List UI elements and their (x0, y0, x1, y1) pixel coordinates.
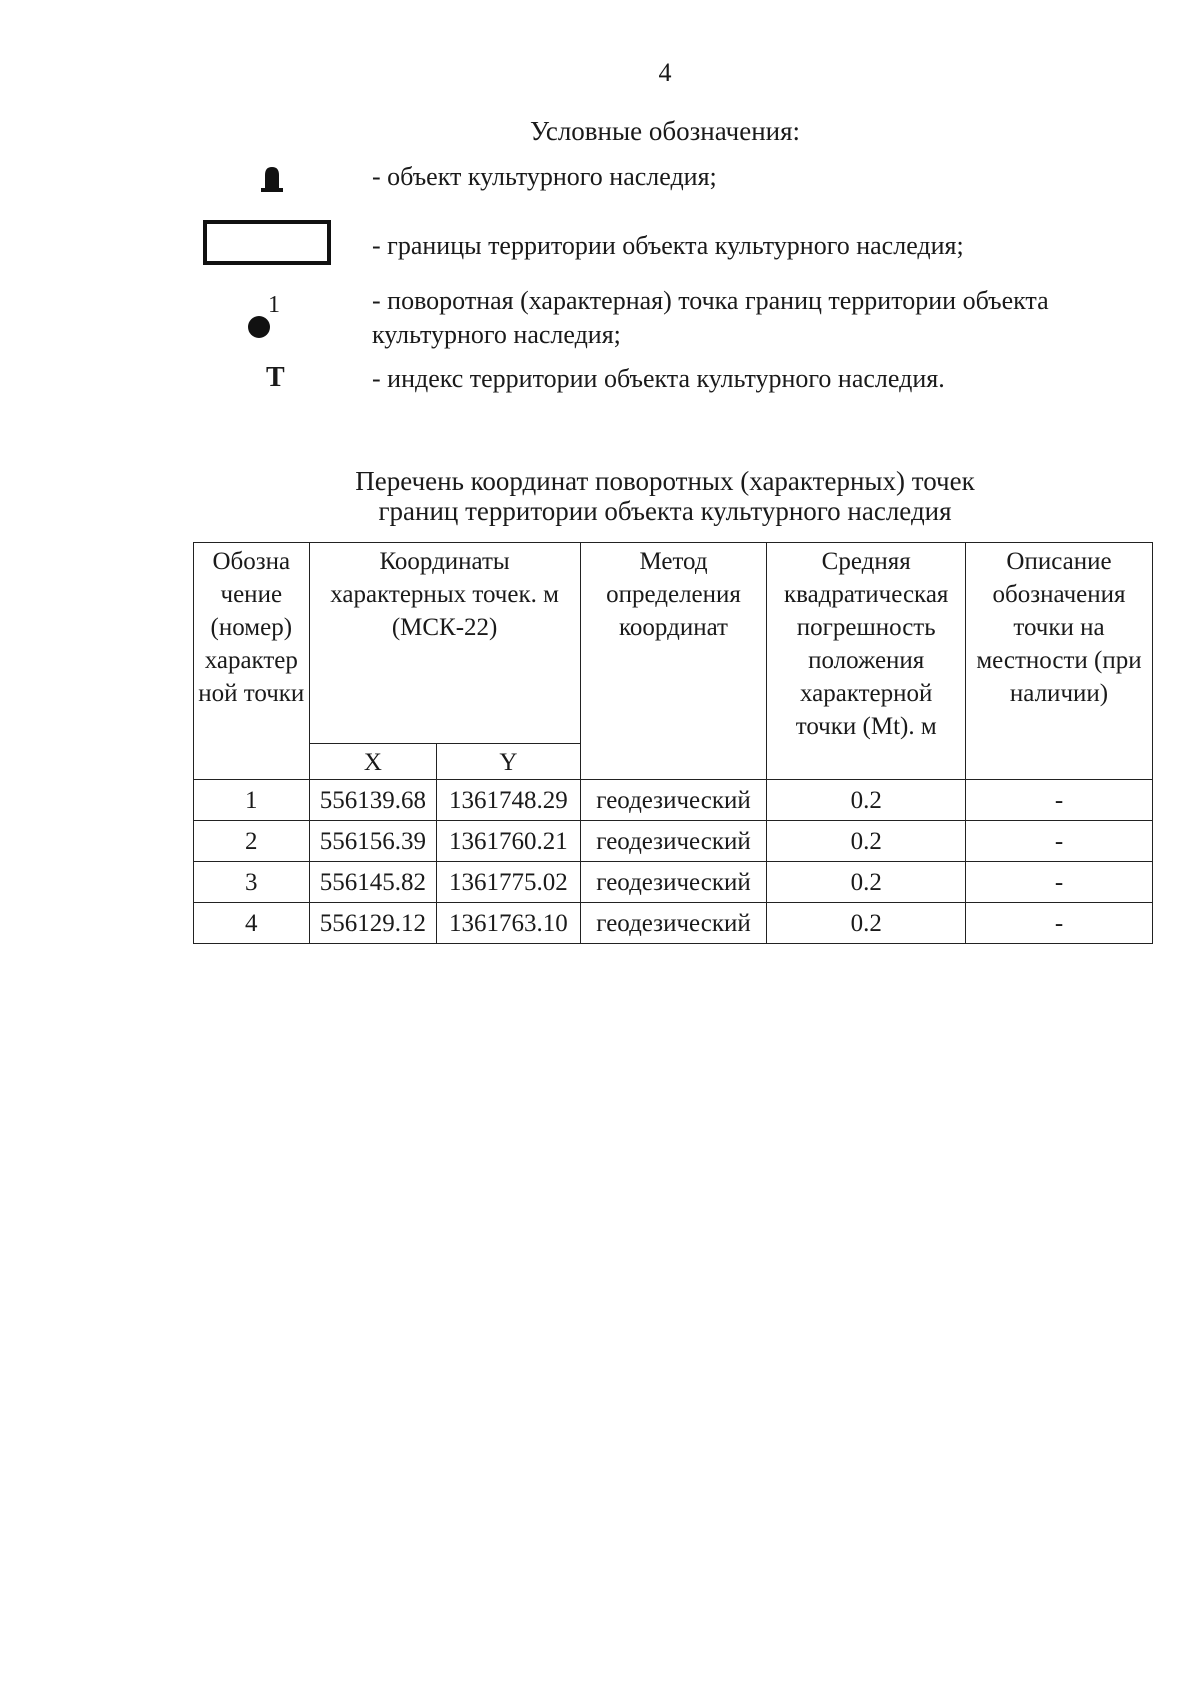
turning-point-icon (248, 316, 270, 338)
page-number: 4 (658, 58, 672, 87)
table-title-line2: границ территории объекта культурного наследия (378, 496, 952, 526)
cell-y: 1361763.10 (437, 903, 580, 944)
table-title-line1: Перечень координат поворотных (характерных) точек (355, 466, 975, 496)
legend-item-index-text: - индекс территории объекта культурного наследия. (372, 364, 945, 393)
cell-x: 556129.12 (309, 903, 437, 944)
turning-point-icon-label: 1 (268, 292, 280, 318)
table-row (194, 780, 1153, 821)
cell-error: 0.2 (767, 862, 966, 903)
cell-point: 2 (194, 821, 310, 862)
cell-x: 556139.68 (309, 780, 437, 821)
cell-description: - (966, 862, 1153, 903)
cell-point: 1 (194, 780, 310, 821)
cell-method: геодезический (580, 903, 767, 944)
legend-title: Условные обозначения: (529, 116, 801, 146)
legend-item-object-text: - объект культурного наследия; (372, 162, 717, 191)
cell-y: 1361775.02 (437, 862, 580, 903)
cell-description: - (966, 903, 1153, 944)
cell-description: - (966, 821, 1153, 862)
table-row (194, 903, 1153, 944)
monument-icon (261, 166, 283, 192)
header-method: Метод определения координат (580, 543, 767, 780)
cell-error: 0.2 (767, 903, 966, 944)
cell-error: 0.2 (767, 780, 966, 821)
cell-method: геодезический (580, 862, 767, 903)
cell-point: 4 (194, 903, 310, 944)
cell-x: 556156.39 (309, 821, 437, 862)
boundary-rectangle-icon (203, 220, 331, 265)
table-row (194, 821, 1153, 862)
cell-method: геодезический (580, 821, 767, 862)
header-coordinates: Координаты характерных точек. м (МСК-22) (309, 543, 580, 744)
cell-method: геодезический (580, 780, 767, 821)
table-title (240, 466, 1090, 526)
header-x: X (309, 744, 437, 780)
header-y: Y (437, 744, 580, 780)
cell-y: 1361760.21 (437, 821, 580, 862)
cell-description: - (966, 780, 1153, 821)
cell-x: 556145.82 (309, 862, 437, 903)
table-header-row (194, 543, 1153, 744)
coordinates-table (193, 542, 1153, 944)
header-error: Средняя квадратическая погрешность положения характерной точки (Mt). м (767, 543, 966, 780)
header-point: Обозна чение (номер) характер ной точки (194, 543, 310, 780)
table-row (194, 862, 1153, 903)
cell-y: 1361748.29 (437, 780, 580, 821)
legend-item-turning-point-text: - поворотная (характерная) точка границ территории объекта культурного наследия; (372, 286, 1049, 349)
territory-index-icon: Т (266, 362, 285, 393)
cell-error: 0.2 (767, 821, 966, 862)
cell-point: 3 (194, 862, 310, 903)
header-description: Описание обозначения точки на местности (при наличии) (966, 543, 1153, 780)
legend-item-boundary-text: - границы территории объекта культурного наследия; (372, 231, 964, 260)
